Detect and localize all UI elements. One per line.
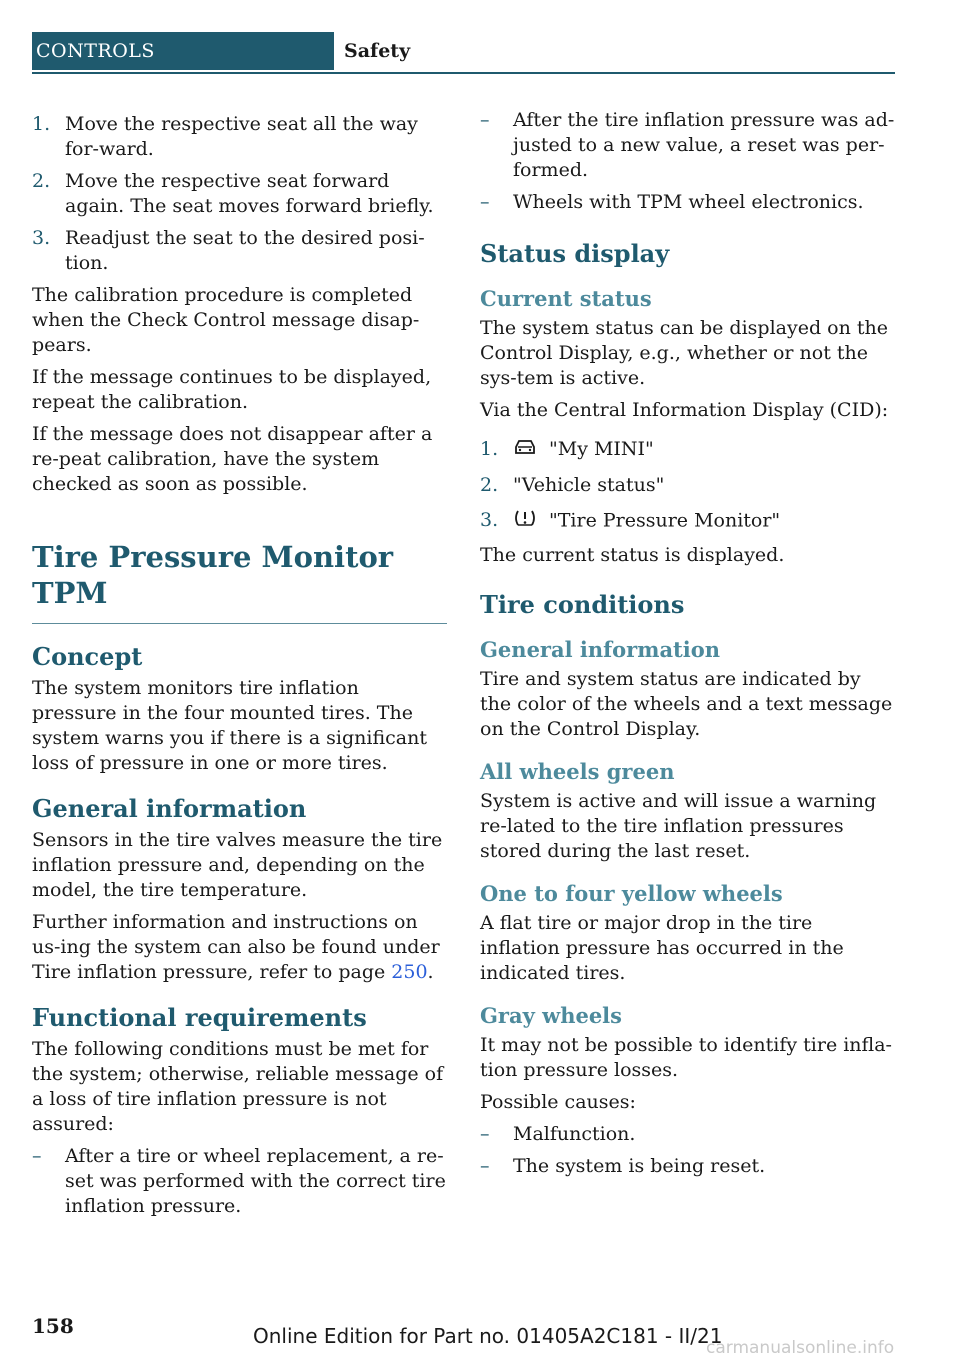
list-item	[480, 190, 896, 215]
step-text: "Tire Pressure Monitor"	[549, 509, 781, 531]
dash-marker: –	[480, 1122, 490, 1145]
cid-steps	[480, 437, 896, 535]
possible-causes-text: Possible causes:	[480, 1090, 636, 1113]
requirement-text: Wheels with TPM wheel electronics.	[513, 191, 864, 213]
list-item	[32, 169, 447, 219]
step-text: Move the respective seat forward again. The seat moves forward briefly.	[65, 170, 434, 217]
repeat-calibration-text: If the message continues to be displayed, repeat the calibration.	[32, 366, 432, 413]
step-number: 2.	[32, 170, 51, 192]
edition-footer: Online Edition for Part no. 01405A2C181 - II/21	[253, 1324, 723, 1348]
header-section-label: CONTROLS	[32, 32, 334, 70]
watermark: carmanualsonline.info	[706, 1338, 895, 1358]
step-number: 1.	[32, 113, 51, 135]
list-item	[480, 1122, 896, 1147]
left-column	[32, 112, 447, 1226]
section-title: Tire Pressure Monitor TPM	[32, 539, 447, 624]
page-number: 158	[32, 1314, 74, 1338]
step-text: "My MINI"	[549, 438, 654, 460]
functional-requirements-text: The following conditions must be met for the system; otherwise, reliable message of a loss of tire inflation pressure is not assured:	[32, 1038, 444, 1135]
all-green-heading: All wheels green	[480, 758, 675, 784]
current-status-heading: Current status	[480, 286, 652, 311]
tire-warning-icon	[513, 508, 537, 535]
causes-list	[480, 1122, 896, 1179]
dash-marker: –	[480, 191, 490, 213]
further-info-body: Further information and instructions on us-ing the system can also be found under Tire inflation pressure, refer to page	[32, 911, 440, 983]
cause-text: Malfunction.	[513, 1122, 636, 1145]
dash-marker: –	[480, 109, 490, 131]
list-item	[32, 112, 447, 162]
functional-requirements-heading: Functional requirements	[32, 1003, 367, 1032]
list-item	[32, 226, 447, 276]
list-item	[480, 508, 896, 535]
gray-wheels-text: It may not be possible to identify tire infla-tion pressure losses.	[480, 1033, 892, 1081]
tire-conditions-heading: Tire conditions	[480, 589, 685, 619]
concept-heading: Concept	[32, 642, 143, 671]
current-status-text: The system status can be displayed on the Control Display, e.g., whether or not the sys-tem is active.	[480, 317, 888, 389]
requirements-list	[32, 1144, 447, 1219]
gray-wheels-heading: Gray wheels	[480, 1002, 622, 1028]
further-info-end: .	[427, 961, 434, 983]
page-header	[32, 32, 895, 74]
calibration-steps	[32, 112, 447, 276]
requirements-list-continued	[480, 108, 896, 215]
general-info-text: Sensors in the tire valves measure the tire inflation pressure and, depending on the model, the tire temperature.	[32, 829, 443, 901]
list-item	[480, 1154, 896, 1179]
calibration-complete-text: The calibration procedure is completed when the Check Control message disap-pears.	[32, 284, 420, 356]
dash-marker: –	[32, 1145, 42, 1167]
yellow-wheels-text: A flat tire or major drop in the tire inflation pressure has occurred in the indicated tires.	[480, 911, 844, 984]
status-display-heading: Status display	[480, 239, 670, 268]
service-check-text: If the message does not disappear after a re-peat calibration, have the system checked as soon as possible.	[32, 423, 433, 495]
list-item	[480, 473, 896, 498]
right-column	[480, 108, 896, 1186]
cid-intro-text: Via the Central Information Display (CID):	[480, 399, 889, 421]
yellow-wheels-heading: One to four yellow wheels	[480, 880, 783, 906]
tire-general-info-heading: General information	[480, 636, 721, 662]
step-text: Readjust the seat to the desired posi-tion.	[65, 227, 425, 274]
step-number: 3.	[32, 227, 51, 249]
car-icon	[513, 438, 537, 463]
requirement-text: After the tire inflation pressure was ad-justed to a new value, a reset was per-formed.	[513, 109, 895, 181]
requirement-text: After a tire or wheel replacement, a re-set was performed with the correct tire inflation pressure.	[65, 1145, 446, 1217]
step-text: Move the respective seat all the way for-ward.	[65, 113, 418, 160]
list-item	[480, 437, 896, 463]
further-info-text	[32, 910, 447, 985]
current-status-result: The current status is displayed.	[480, 543, 785, 566]
all-green-text: System is active and will issue a warning re-lated to the tire inflation pressures stored during the last reset.	[480, 789, 877, 862]
concept-text: The system monitors tire inflation pressure in the four mounted tires. The system warns you if there is a significant loss of pressure in one or more tires.	[32, 677, 428, 774]
tire-general-info-text: Tire and system status are indicated by the color of the wheels and a text message on the Control Display.	[480, 667, 893, 740]
step-text: "Vehicle status"	[513, 473, 665, 496]
list-item	[480, 108, 896, 183]
dash-marker: –	[480, 1154, 490, 1177]
step-number: 2.	[480, 473, 499, 496]
step-number: 3.	[480, 508, 499, 531]
step-number: 1.	[480, 438, 499, 460]
cause-text: The system is being reset.	[513, 1154, 766, 1177]
page-reference-link[interactable]: 250	[391, 961, 428, 983]
general-info-heading: General information	[32, 794, 307, 823]
list-item	[32, 1144, 447, 1219]
header-chapter-label: Safety	[344, 40, 411, 62]
